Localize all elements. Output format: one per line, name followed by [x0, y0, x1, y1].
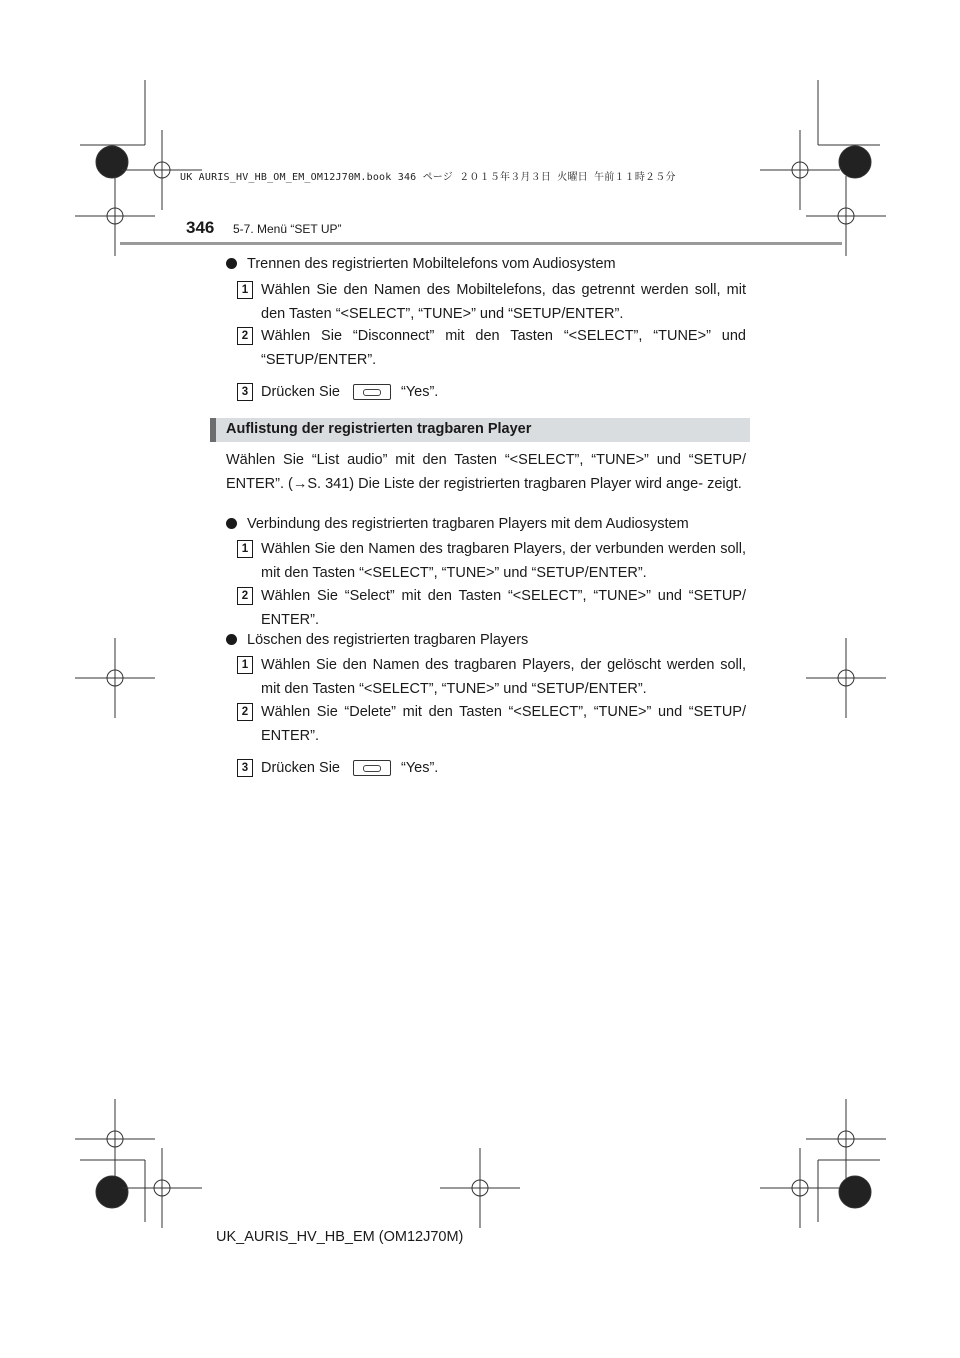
step-text: Wählen Sie den Namen des Mobiltelefons, das getrennt werden soll, mit den Tasten “<SELECT”, “TUNE>” und “SETUP/ENTER”.: [261, 282, 746, 322]
bullet-dot-icon: [226, 518, 237, 529]
step-text: Wählen Sie “Delete” mit den Tasten “<SELECT”, “TUNE>” und “SETUP/ ENTER”.: [261, 704, 746, 744]
step-text: Wählen Sie den Namen des tragbaren Players, der verbunden werden soll, mit den Tasten “<SELECT”, “TUNE>” und “SETUP/ENTER”.: [261, 541, 746, 581]
bullet-connect-title: Verbindung des registrierten tragbaren Players mit dem Audiosystem: [226, 512, 756, 536]
subsection-title: Auflistung der registrierten tragbaren Player: [226, 421, 532, 437]
header-divider: [120, 242, 842, 245]
step-text: Drücken Sie: [261, 384, 340, 400]
step-number-badge: 2: [237, 327, 253, 345]
page-number: 346: [186, 218, 215, 237]
print-info-line: UK AURIS_HV_HB_OM_EM_OM12J70M.book 346 ページ ２０１５年３月３日 火曜日 午前１１時２５分: [180, 172, 676, 183]
section-title: 5-7. Menü “SET UP”: [233, 222, 342, 236]
step-number-badge: 1: [237, 540, 253, 558]
arrow-icon: →: [292, 476, 308, 492]
subsection-header: [210, 418, 750, 442]
subsection-intro: Wählen Sie “List audio” mit den Tasten “<SELECT”, “TUNE>” und “SETUP/ ENTER”. (→S. 341) Die Liste der registrierten tragbaren Player wird ange- zeigt.: [226, 452, 746, 492]
step-number-badge: 3: [237, 759, 253, 777]
yes-button-icon: [353, 760, 391, 776]
step-number-badge: 1: [237, 281, 253, 299]
step-text: “Yes”.: [401, 384, 439, 400]
step-text: Wählen Sie den Namen des tragbaren Players, der gelöscht werden soll, mit den Tasten “<SELECT”, “TUNE>” und “SETUP/ENTER”.: [261, 657, 746, 697]
step-text: Wählen Sie “Disconnect” mit den Tasten “<SELECT”, “TUNE>” und “SETUP/ENTER”.: [261, 328, 746, 368]
bullet-dot-icon: [226, 634, 237, 645]
step-text: Drücken Sie: [261, 760, 340, 776]
step-number-badge: 3: [237, 383, 253, 401]
step-text: Wählen Sie “Select” mit den Tasten “<SELECT”, “TUNE>” und “SETUP/ ENTER”.: [261, 588, 746, 628]
step-number-badge: 2: [237, 587, 253, 605]
step-number-badge: 2: [237, 703, 253, 721]
bullet-dot-icon: [226, 258, 237, 269]
footer-manual-code: UK_AURIS_HV_HB_EM (OM12J70M): [216, 1229, 464, 1245]
bullet-delete-title: Löschen des registrierten tragbaren Players: [226, 628, 756, 652]
yes-button-icon: [353, 384, 391, 400]
step-text: “Yes”.: [401, 760, 439, 776]
bullet-disconnect-title: Trennen des registrierten Mobiltelefons vom Audiosystem: [226, 252, 756, 276]
step-number-badge: 1: [237, 656, 253, 674]
